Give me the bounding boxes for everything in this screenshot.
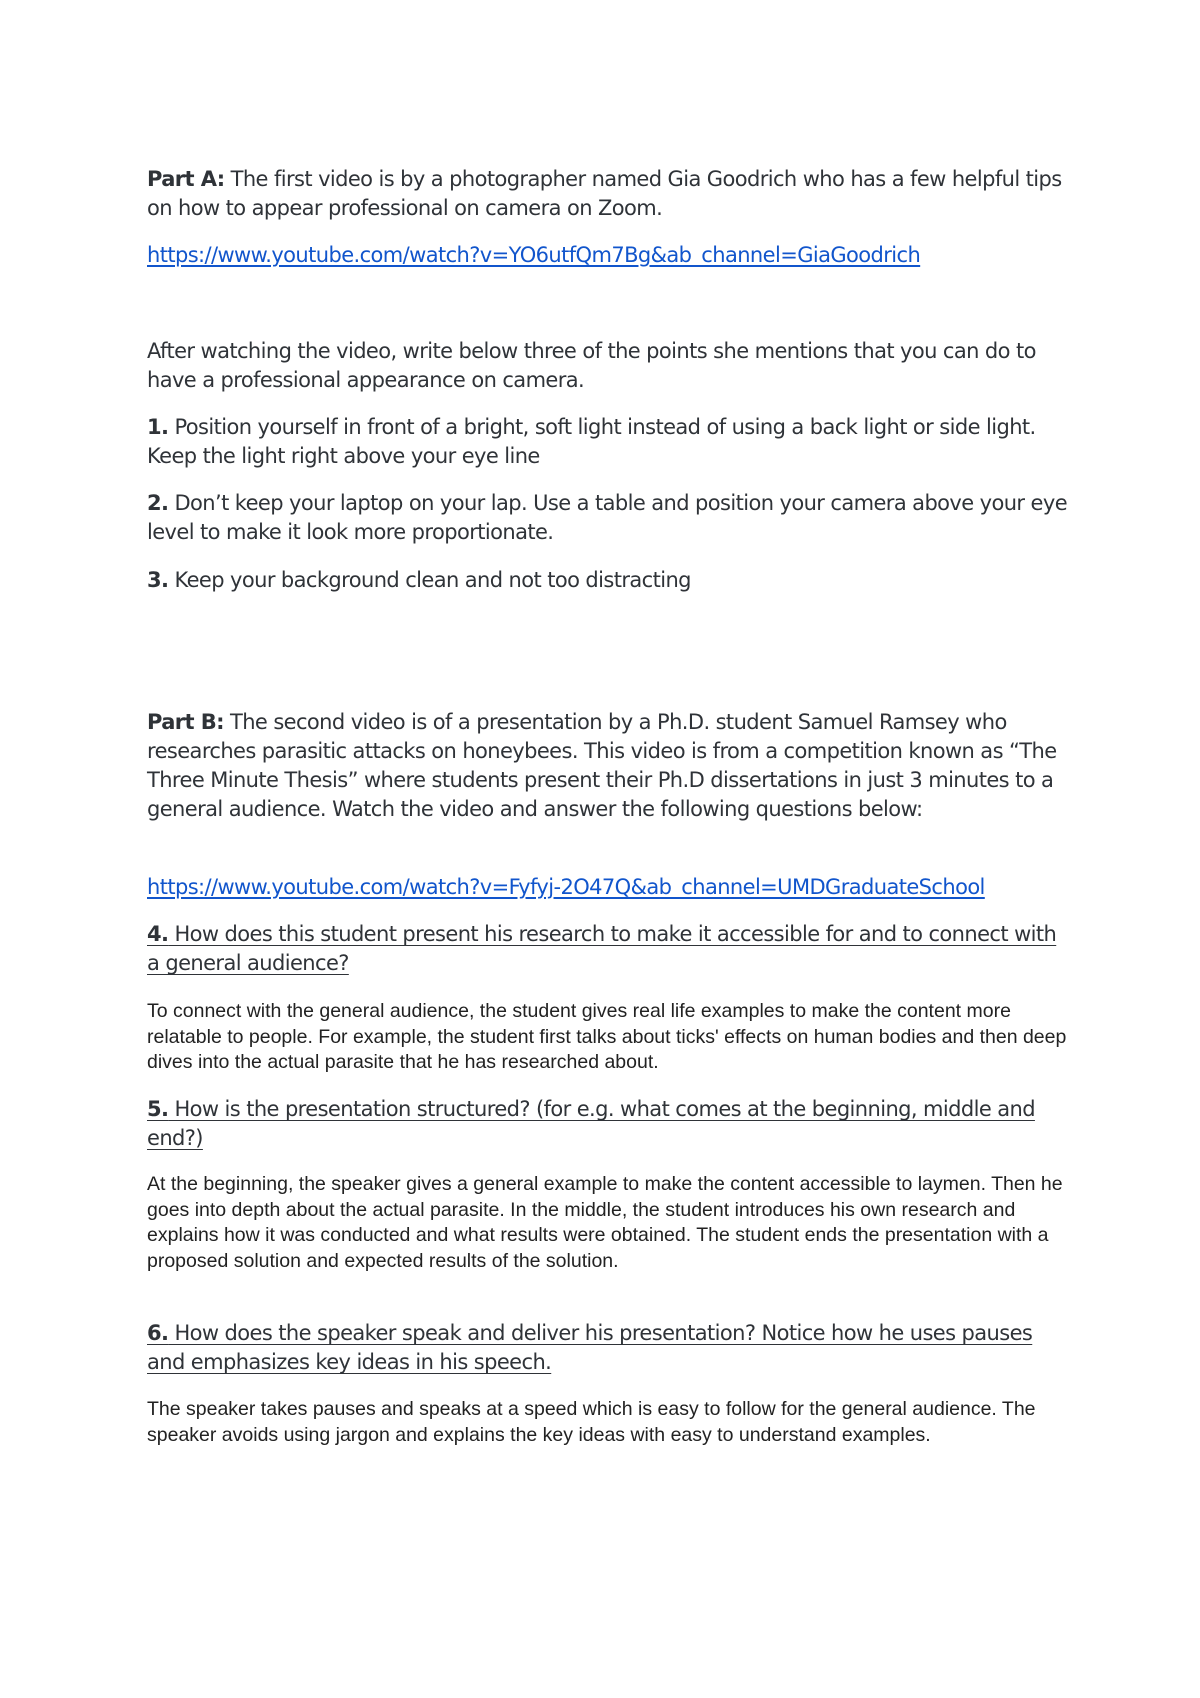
question-5 — [147, 1095, 1067, 1153]
part-a-text: The first video is by a photographer named Gia Goodrich who has a few helpful tips on how to appear professional on camera on Zoom. — [147, 167, 1062, 220]
point-1-number: 1. — [147, 415, 169, 439]
answer-5: At the beginning, the speaker gives a general example to make the content accessible to laymen. Then he goes into depth about the actual parasite. In the middle, the student introduces his own research and explains how it was conducted and what results were obtained. The student ends the presentation with a proposed solution and expected results of the solution. — [147, 1173, 1063, 1272]
point-3 — [147, 566, 1067, 595]
question-4-text: How does this student present his research to make it accessible for and to connect with a general audience? — [147, 922, 1057, 975]
part-b-intro — [147, 708, 1067, 824]
part-b-video-link[interactable]: https://www.youtube.com/watch?v=Fyfyj-2O47Q&ab_channel=UMDGraduateSchool — [147, 875, 985, 899]
part-b-label: Part B: — [147, 710, 224, 734]
answer-4: To connect with the general audience, the student gives real life examples to make the content more relatable to people. For example, the student first talks about ticks' effects on human bodies and then deep dives into the actual parasite that he has researched about. — [147, 1000, 1067, 1073]
part-a-label: Part A: — [147, 167, 225, 191]
question-5-number: 5. — [147, 1097, 169, 1121]
point-1 — [147, 413, 1067, 471]
point-2-text: Don’t keep your laptop on your lap. Use a table and position your camera above your eye level to make it look more proportionate. — [147, 491, 1068, 544]
part-a-video-link[interactable]: https://www.youtube.com/watch?v=YO6utfQm7Bg&ab_channel=GiaGoodrich — [147, 243, 921, 267]
answer-6: The speaker takes pauses and speaks at a speed which is easy to follow for the general audience. The speaker avoids using jargon and explains the key ideas with easy to understand examples. — [147, 1398, 1036, 1446]
point-3-text: Keep your background clean and not too distracting — [168, 568, 691, 592]
question-5-text: How is the presentation structured? (for e.g. what comes at the beginning, middle and end?) — [147, 1097, 1035, 1150]
point-1-text: Position yourself in front of a bright, soft light instead of using a back light or side light. Keep the light right above your eye line — [147, 415, 1036, 468]
part-b-link-paragraph — [147, 873, 1067, 902]
question-4-number: 4. — [147, 922, 169, 946]
point-3-number: 3. — [147, 568, 169, 592]
point-2 — [147, 489, 1067, 547]
part-a-instruction: After watching the video, write below three of the points she mentions that you can do to have a professional appearance on camera. — [147, 339, 1036, 392]
question-6 — [147, 1319, 1067, 1377]
point-2-number: 2. — [147, 491, 169, 515]
part-a-link-paragraph — [147, 241, 1067, 270]
part-b-text: The second video is of a presentation by a Ph.D. student Samuel Ramsey who researches parasitic attacks on honeybees. This video is from a competition known as “The Three Minute Thesis” where students present their Ph.D dissertations in just 3 minutes to a general audience. Watch the video and answer the following questions below: — [147, 710, 1057, 821]
question-6-number: 6. — [147, 1321, 169, 1345]
question-6-text: How does the speaker speak and deliver his presentation? Notice how he uses pauses and emphasizes key ideas in his speech. — [147, 1321, 1033, 1374]
part-a-intro — [147, 165, 1067, 223]
question-4 — [147, 920, 1067, 978]
